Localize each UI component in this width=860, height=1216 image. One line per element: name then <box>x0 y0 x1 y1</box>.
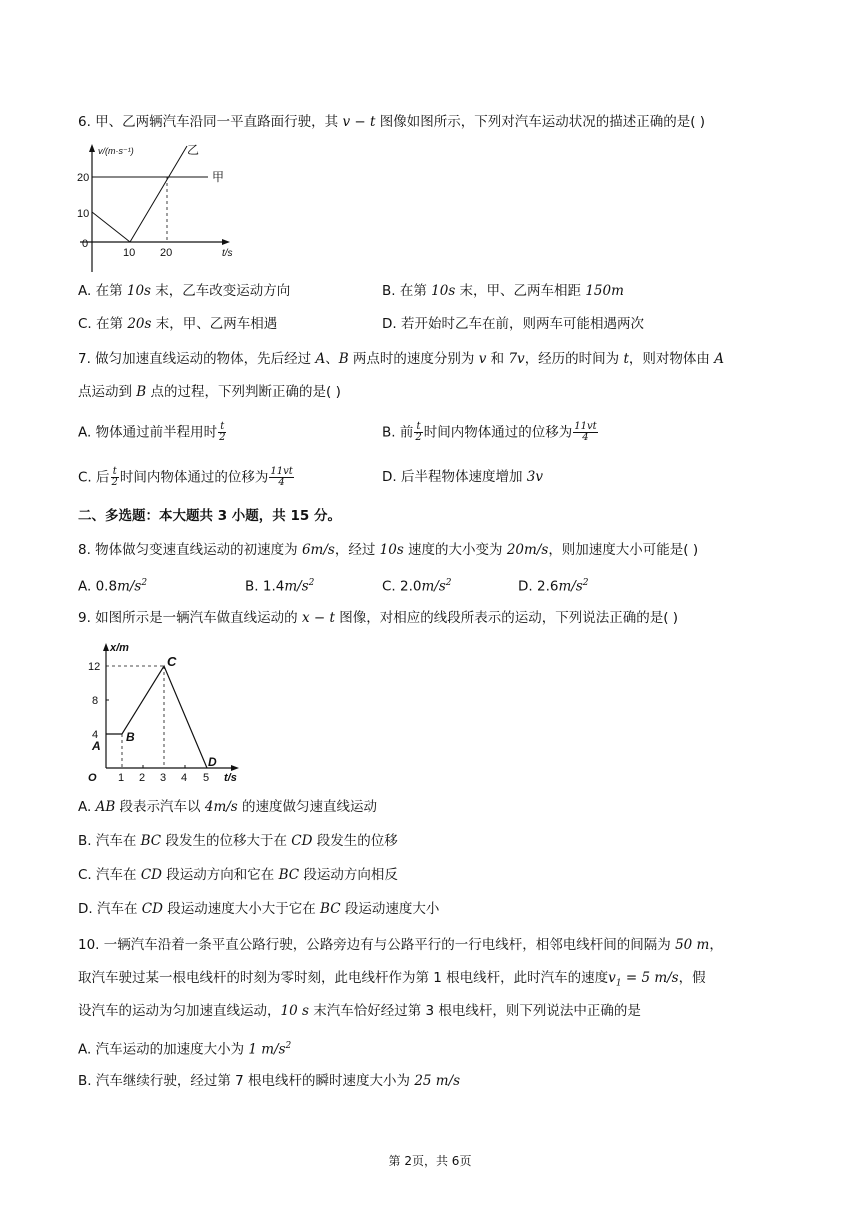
frac-t-over-2: $\frac{t}{2}$ <box>219 421 226 443</box>
q7-option-a: A. 物体通过前半程用时 $\frac{t}{2}$ <box>78 421 226 443</box>
q8-option-c: C. $2.0m/s^2$ <box>382 578 452 595</box>
q6-ytick-10: 10 <box>77 208 90 220</box>
q10-stem-line1: 10. 一辆汽车沿着一条平直公路行驶，公路旁边有与公路平行的一行电线杆，相邻电线杆间的间隔为 50 m， <box>78 937 723 953</box>
q9-ytick-4: 4 <box>92 729 99 741</box>
frac-11vt-over-4: $\frac{11vt}{4}$ <box>270 466 293 488</box>
q8-stem: 8. 物体做匀变速直线运动的初速度为 6m/s，经过 10s 速度的大小变为 20m/s，则加速度大小可能是( ) <box>78 542 699 558</box>
frac-t-over-2: $\frac{t}{2}$ <box>415 421 422 443</box>
q10-option-b: B. 汽车继续行驶，经过第 7 根电线杆的瞬时速度大小为 25 m/s <box>78 1073 461 1089</box>
q9-xtick-4: 4 <box>181 772 188 784</box>
q9-option-b: B. 汽车在 BC 段发生的位移大于在 CD 段发生的位移 <box>78 833 398 849</box>
q9-ytick-12: 12 <box>88 661 101 673</box>
q9-point-a: A <box>92 739 101 753</box>
q6-ytick-20: 20 <box>77 172 90 184</box>
q6-xlabel: t/s <box>222 248 233 259</box>
q7-option-d: D. 后半程物体速度增加 3v <box>382 469 543 485</box>
section-heading-multi-choice: 二、多选题：本大题共 3 小题，共 15 分。 <box>78 508 341 524</box>
q6-option-c: C. 在第 20s 末，甲、乙两车相遇 <box>78 316 278 332</box>
q8-option-a: A. $0.8m/s^2$ <box>78 578 148 595</box>
frac-t-over-2: $\frac{t}{2}$ <box>111 466 118 488</box>
q6-label-yi: 乙 <box>187 143 200 157</box>
q7-stem-line1: 7. 做匀加速直线运动的物体，先后经过 A、B 两点时的速度分别为 v 和 7v，经历的时间为 t，则对物体由 A <box>78 351 724 367</box>
q8-option-b: B. $1.4m/s^2$ <box>245 578 315 595</box>
q6-ylabel: v/(m·s⁻¹) <box>98 146 134 156</box>
q7-option-b: B. 前 $\frac{t}{2}$ 时间内物体通过的位移为 $\frac{11vt}{4}$ <box>382 421 597 443</box>
q7-option-c: C. 后 $\frac{t}{2}$ 时间内物体通过的位移为 $\frac{11vt}{4}$ <box>78 466 293 488</box>
q9-xtick-5: 5 <box>203 772 210 784</box>
q9-option-d: D. 汽车在 CD 段运动速度大小大于它在 BC 段运动速度大小 <box>78 901 440 917</box>
q6-option-a: A. 在第 10s 末，乙车改变运动方向 <box>78 283 291 299</box>
q6-xtick-10: 10 <box>123 247 136 259</box>
q9-ylabel: x/m <box>110 642 129 654</box>
q9-option-c: C. 汽车在 CD 段运动方向和它在 BC 段运动方向相反 <box>78 867 398 883</box>
q9-point-c: C <box>167 654 177 669</box>
frac-11vt-over-4: $\frac{11vt}{4}$ <box>574 421 597 443</box>
q6-xtick-20: 20 <box>160 247 173 259</box>
q9-xtick-3: 3 <box>160 772 167 784</box>
q9-xlabel: t/s <box>224 772 237 784</box>
q6-option-d: D. 若开始时乙车在前，则两车可能相遇两次 <box>382 316 644 332</box>
q10-stem-line3: 设汽车的运动为匀加速直线运动，10 s 末汽车恰好经过第 3 根电线杆，则下列说法中正确的是 <box>78 1003 641 1019</box>
q9-point-d: D <box>208 755 217 769</box>
q9-xtick-2: 2 <box>139 772 146 784</box>
q6-ytick-0: 0 <box>82 238 89 250</box>
q9-option-a: A. AB 段表示汽车以 4m/s 的速度做匀速直线运动 <box>78 799 378 815</box>
q9-stem: 9. 如图所示是一辆汽车做直线运动的 x − t 图像，对相应的线段所表示的运动，下列说法正确的是( ) <box>78 610 679 626</box>
q9-xtick-1: 1 <box>118 772 125 784</box>
q6-stem: 6. 甲、乙两辆汽车沿同一平直路面行驶，其 v − t 图像如图所示，下列对汽车运动状况的描述正确的是( ) <box>78 114 706 130</box>
q9-point-b: B <box>126 730 135 744</box>
q9-xt-graph <box>84 638 259 783</box>
q6-label-jia: 甲 <box>212 170 225 184</box>
q9-origin: O <box>88 772 97 784</box>
q6-vt-graph <box>77 138 250 278</box>
q10-stem-line2: 取汽车驶过某一根电线杆的时刻为零时刻，此电线杆作为第 1 根电线杆，此时汽车的速度$v_1 = 5$ m/s，假 <box>78 970 706 989</box>
page-footer: 第 2页，共 6页 <box>388 1154 472 1168</box>
q8-option-d: D. $2.6m/s^2$ <box>518 578 589 595</box>
q6-option-b: B. 在第 10s 末，甲、乙两车相距 150m <box>382 283 624 299</box>
q9-ytick-8: 8 <box>92 695 99 707</box>
q10-option-a: A. 汽车运动的加速度大小为 1 $m/s^2$ <box>78 1041 292 1058</box>
q7-stem-line2: 点运动到 B 点的过程，下列判断正确的是( ) <box>78 384 341 400</box>
